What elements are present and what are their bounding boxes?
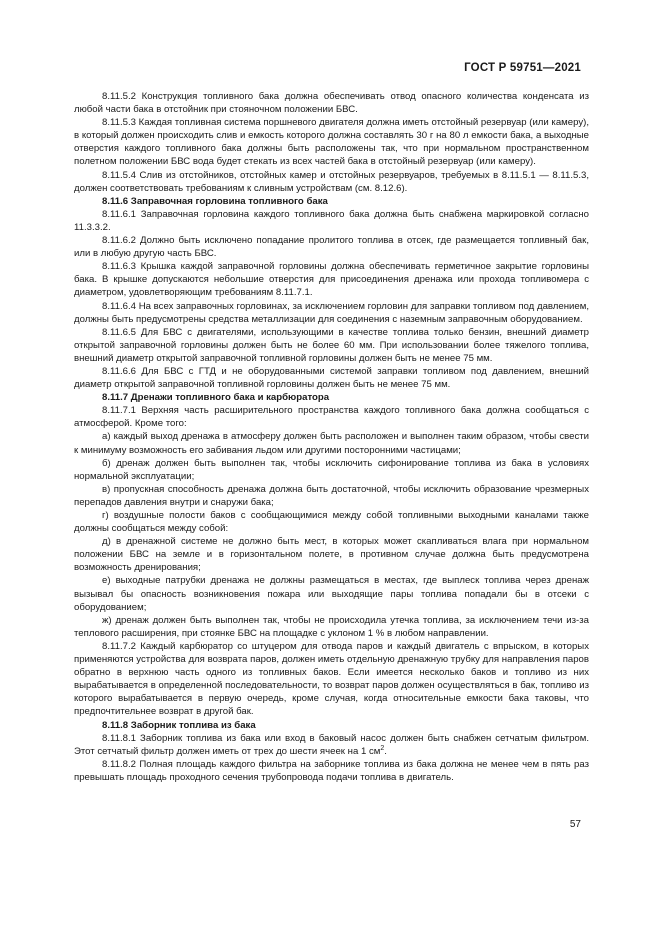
paragraph xyxy=(74,404,589,430)
paragraph-text: 8.11.8 Заборник топлива из бака xyxy=(102,719,256,731)
paragraph xyxy=(74,90,589,116)
paragraph xyxy=(74,509,589,535)
paragraph xyxy=(74,208,589,234)
paragraph xyxy=(74,234,589,260)
paragraph xyxy=(74,365,589,391)
paragraph-text: в) пропускная способность дренажа должна быть достаточной, чтобы исключить образование чрезмерных перепадов давления внутри и снаружи бака; xyxy=(74,483,589,508)
paragraph-text: 8.11.8.2 Полная площадь каждого фильтра на заборнике топлива из бака должна не менее чем в пять раз превышать площадь проходного сечения трубопровода подачи топлива в двигатель. xyxy=(74,758,589,783)
paragraph-tail: . xyxy=(384,745,387,757)
paragraph xyxy=(74,457,589,483)
paragraph-text: а) каждый выход дренажа в атмосферу должен быть расположен и выполнен таким образом, чтобы свести к минимуму возможность его забивания льдом или другими посторонними частицами; xyxy=(74,431,589,456)
paragraph xyxy=(74,614,589,640)
paragraph-text: 8.11.7.2 Каждый карбюратор со штуцером для отвода паров и каждый двигатель с впрыском, в которых применяются устройства для возврата паров, должен иметь отдельную дренажную трубку для направления паров обратно в верхнюю часть одного из топливных баков. Если имеется несколько баков и топливо из них вырабатывается в определенной последовательности, то возврат паров должен осуществляться в бак, топливо из которого вырабатывается в первую очередь, кроме случая, когда относительные емкости бака таковы, что предпочтительнее возврат в другой бак. xyxy=(74,640,589,718)
paragraph xyxy=(74,483,589,509)
paragraph-text: 8.11.6 Заправочная горловина топливного бака xyxy=(102,195,328,207)
paragraph-text: 8.11.8.1 Заборник топлива из бака или вход в баковый насос должен быть снабжен сетчатым фильтром. Этот сетчатый фильтр должен иметь от трех до шести ячеек на 1 см xyxy=(74,732,589,757)
paragraph-text: ж) дренаж должен быть выполнен так, чтобы не происходила утечка топлива, за исключением течи из-за теплового расширения, при стоянке БВС на площадке с уклоном 1 % в любом направлении. xyxy=(74,614,589,639)
paragraph-text: 8.11.6.5 Для БВС с двигателями, использующими в качестве топлива только бензин, внешний диаметр открытой заправочной горловины должен быть не более 60 мм. При использовании более тяжелого топлива, внешний диаметр открытой заправочной топливной горловины должен быть не менее 75 мм. xyxy=(74,326,589,364)
superscript: 2 xyxy=(380,744,385,752)
paragraph-text: 8.11.5.4 Слив из отстойников, отстойных камер и отстойных резервуаров, требуемых в 8.11.5.1 — 8.11.5.3, должен соответствовать требованиям к сливным устройствам (см. 8.12.6). xyxy=(74,169,589,194)
paragraph xyxy=(74,169,589,195)
paragraph-text: 8.11.6.3 Крышка каждой заправочной горловины должна обеспечивать герметичное закрытие горловины бака. В крышке допускаются небольшие отверстия для присоединения дренажа или прохода топливомера с диаметром, удовлетворяющим требованиям 8.11.7.1. xyxy=(74,261,589,299)
paragraph xyxy=(74,116,589,168)
paragraph-text: 8.11.6.6 Для БВС с ГТД и не оборудованными системой заправки топливом под давлением, внешний диаметр открытой заправочной топливной горловины должен быть не менее 75 мм. xyxy=(74,365,589,391)
paragraph xyxy=(74,574,589,613)
paragraph-text: д) в дренажной системе не должно быть мест, в которых может скапливаться влага при нормальном положении БВС на земле и в горизонтальном полете, в противном случае должна быть предусмотрена возможность дренирования; xyxy=(74,536,589,574)
paragraph-text: 8.11.6.1 Заправочная горловина каждого топливного бака должна быть снабжена маркировкой согласно 11.3.3.2. xyxy=(74,208,589,233)
paragraph xyxy=(74,430,589,456)
paragraph-text: 8.11.5.3 Каждая топливная система поршневого двигателя должна иметь отстойный резервуар (или камеру), в который должен происходить слив и емкость которого должна составлять 30 г на 80 л емкости бака, а выходные отверстия каждого топливного бака должны быть расположены так, что при нормальном пространственном полетном положении БВС вода будет стекать из всех частей бака в отстойный резервуар (или камеру). xyxy=(74,117,589,168)
section-heading xyxy=(74,195,589,208)
paragraph-text: 8.11.7.1 Верхняя часть расширительного пространства каждого топливного бака должна сообщаться с атмосферой. Кроме того: xyxy=(74,405,589,430)
paragraph xyxy=(74,326,589,365)
paragraph xyxy=(74,640,589,719)
paragraph-text: б) дренаж должен быть выполнен так, чтобы исключить сифонирование топлива из бака в условиях нормальной эксплуатации; xyxy=(74,457,589,482)
paragraph xyxy=(74,732,589,758)
section-heading xyxy=(74,719,589,732)
paragraph-text: 8.11.6.4 На всех заправочных горловинах, за исключением горловин для заправки топливом под давлением, должны быть предусмотрены средства металлизации для соединения с наземным заправочным оборудованием. xyxy=(74,300,589,325)
paragraph xyxy=(74,260,589,299)
paragraph-text: 8.11.5.2 Конструкция топливного бака должна обеспечивать отвод опасного количества конденсата из любой части бака в отстойник при стояночном положении БВС. xyxy=(74,91,589,116)
document-body xyxy=(74,90,589,784)
paragraph-text: 8.11.6.2 Должно быть исключено попадание пролитого топлива в отсек, где размещается топливный бак, или в любую другую часть БВС. xyxy=(74,235,589,260)
paragraph xyxy=(74,535,589,574)
page-number: 57 xyxy=(569,819,581,830)
paragraph-text: е) выходные патрубки дренажа не должны размещаться в местах, где выплеск топлива через дренаж вызывал бы опасность возникновения пожара или выходящие пары топлива попадали бы в отсеки с оборудованием; xyxy=(74,575,589,613)
paragraph xyxy=(74,758,589,784)
section-heading xyxy=(74,391,589,404)
standard-designation: ГОСТ Р 59751—2021 xyxy=(464,62,581,74)
paragraph-text: г) воздушные полости баков с сообщающимися между собой топливными выходными каналами также должны сообщаться между собой: xyxy=(74,510,589,535)
paragraph xyxy=(74,300,589,326)
paragraph-text: 8.11.7 Дренажи топливного бака и карбюратора xyxy=(102,392,330,404)
